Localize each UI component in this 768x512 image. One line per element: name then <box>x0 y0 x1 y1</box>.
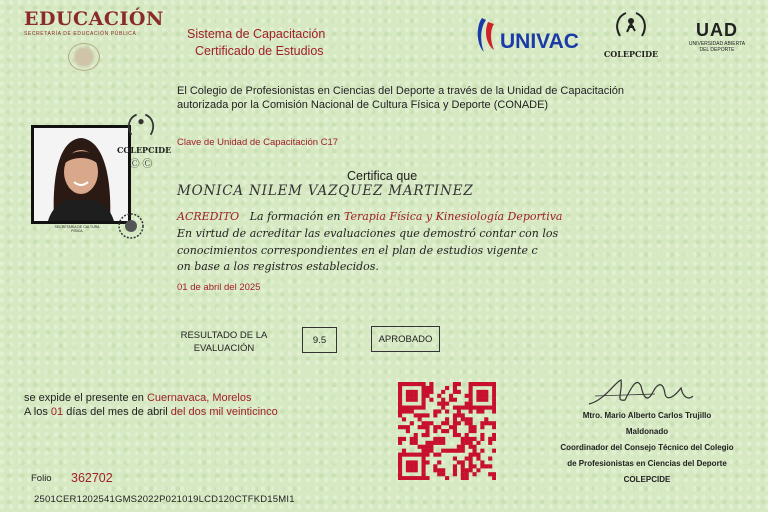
expedition-place-line <box>24 392 252 404</box>
certifies-that: Certifica que <box>347 169 418 183</box>
signatory-role-2: de Profesionistas en Ciencias del Deporte <box>567 459 727 468</box>
student-name: MONICA NILEM VAZQUEZ MARTINEZ <box>177 183 474 199</box>
status-box: APROBADO <box>371 326 440 352</box>
score-box: 9.5 <box>302 327 337 353</box>
intro-text <box>177 84 697 112</box>
accreditation-line <box>177 210 562 223</box>
expedition-a-los: A los <box>24 406 48 418</box>
intro-line-2: autorizada por la Comisión Nacional de Cultura Física y Deporte (CONADE) <box>177 99 549 111</box>
signatory-role-1: Coordinador del Consejo Técnico del Colegio <box>560 443 734 452</box>
small-seal-icon <box>117 212 145 240</box>
colepcide-mini-logo <box>117 112 172 170</box>
program-name: Terapia Física y Kinesiología Deportiva <box>343 210 563 223</box>
expedition-date-line <box>24 406 278 418</box>
result-label-line-1: RESULTADO DE LA <box>180 330 268 341</box>
certificate-body <box>177 226 577 276</box>
univac-logo <box>474 14 588 56</box>
colepcide-mini-text: COLEPCIDE <box>117 145 172 155</box>
mexico-eagle-seal-icon <box>68 43 100 71</box>
sep-small-caption: SECRETARÍA DE CULTURA FÍSICA <box>54 225 100 233</box>
training-unit-code: Clave de Unidad de Capacitación C17 <box>177 137 339 148</box>
body-line-3: on base a los registros establecidos. <box>177 260 379 273</box>
intro-line-1: El Colegio de Profesionistas en Ciencias del Deporte a través de la Unidad de Capacitación <box>177 85 624 97</box>
system-title: Sistema de Capacitación <box>187 27 326 41</box>
result-label <box>172 329 276 355</box>
colepcide-laurel-icon <box>614 10 648 42</box>
colepcide-logo <box>603 10 659 58</box>
univac-logo-text: UNIVAC <box>500 30 579 53</box>
circle-c-icon: Ⓒ Ⓒ <box>129 159 153 170</box>
sep-logo-word: EDUCACIÓN <box>24 8 164 30</box>
body-line-1: En virtud de acreditar las evaluaciones que demostró contar con los <box>177 227 559 240</box>
expedition-middle: días del mes de abril <box>66 406 168 418</box>
certificate-title: Certificado de Estudios <box>195 44 324 58</box>
result-label-line-2: EVALUACIÓN <box>193 343 255 354</box>
expedition-day: 01 <box>50 406 64 418</box>
accredited-word: ACREDITO <box>177 210 240 223</box>
sep-logo-subtitle: SECRETARÍA DE EDUCACIÓN PÚBLICA <box>24 31 137 37</box>
body-line-2: conocimientos correspondientes en el plan de estudios vigente c <box>177 243 538 257</box>
certificate-date: 01 de abril del 2025 <box>177 282 261 293</box>
student-photo <box>31 125 131 224</box>
colepcide-logo-text: COLEPCIDE <box>603 49 659 59</box>
uad-logo-text: UAD <box>696 20 738 40</box>
sep-logo <box>24 8 164 37</box>
training-in-label: La formación en <box>249 210 341 223</box>
uad-logo <box>684 20 750 53</box>
expedition-place: Cuernavaca, Morelos <box>146 392 252 404</box>
signatory-name-1: Mtro. Mario Alberto Carlos Trujillo <box>582 411 712 420</box>
expedition-prefix: se expide el presente en <box>24 392 144 404</box>
signature-icon <box>585 374 695 412</box>
uad-logo-subtitle: UNIVERSIDAD ABIERTA DEL DEPORTE <box>688 41 746 53</box>
signatory-org: COLEPCIDE <box>623 475 671 484</box>
folio-label: Folio <box>31 473 52 484</box>
folio-number: 362702 <box>71 471 113 485</box>
signatory-block <box>528 408 766 488</box>
student-portrait-icon <box>34 128 128 221</box>
qr-code-icon <box>398 382 496 480</box>
signatory-name-2: Maldonado <box>625 427 669 436</box>
colepcide-mini-laurel-icon <box>126 112 156 140</box>
expedition-year: del dos mil veinticinco <box>170 406 278 418</box>
certificate-code: 2501CER1202541GMS2022P021019LCD120CTFKD15MI1 <box>34 494 295 505</box>
